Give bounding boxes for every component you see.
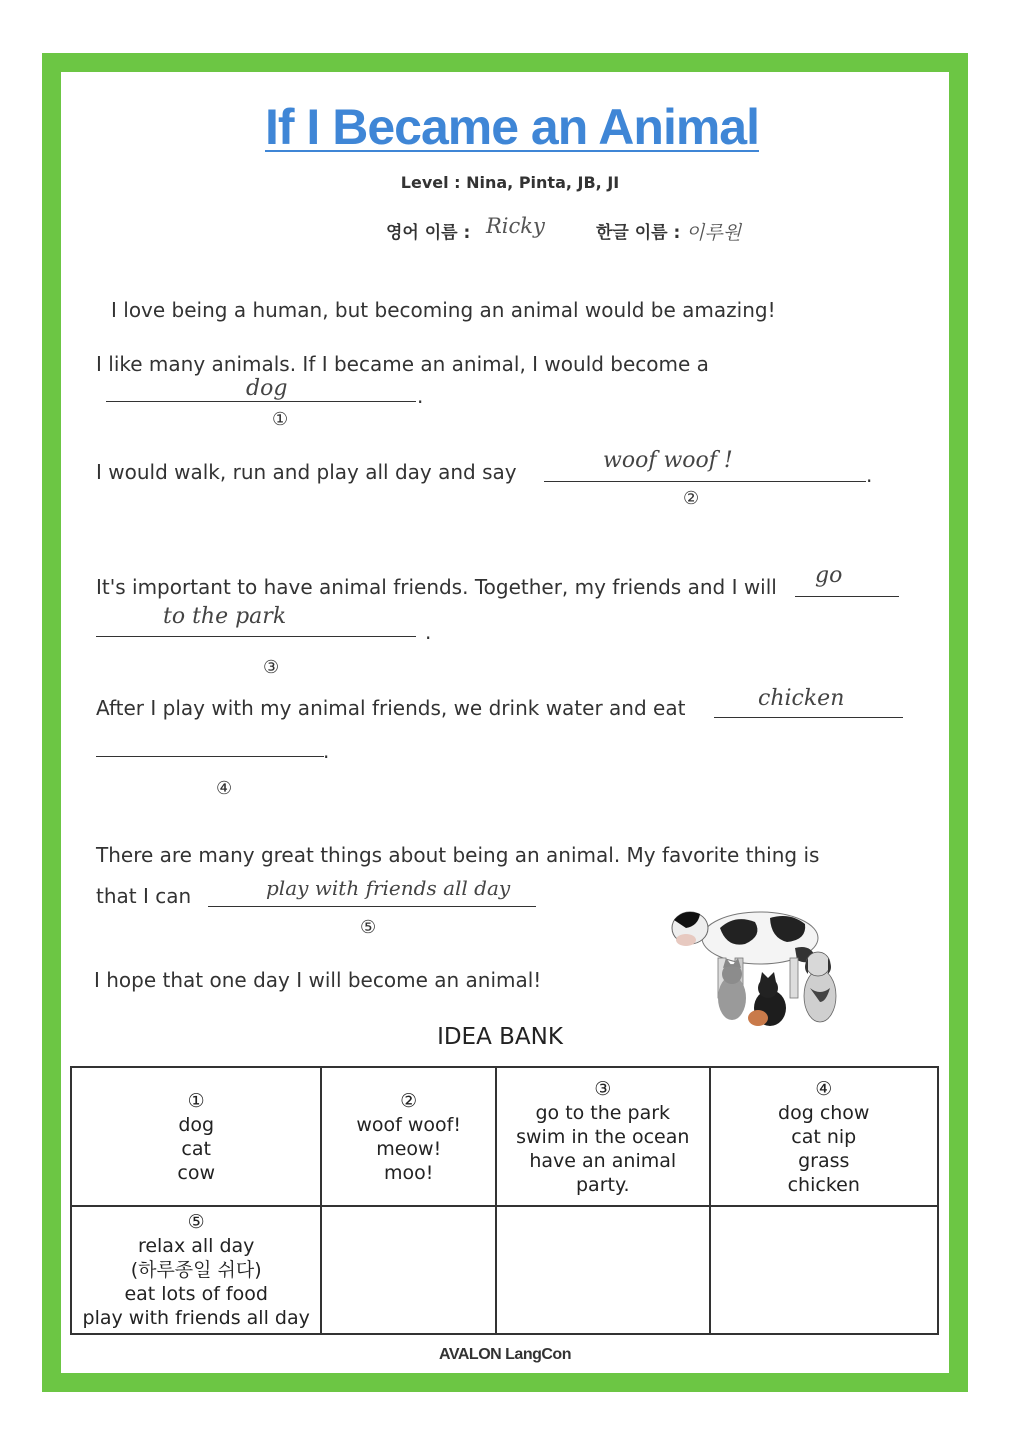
q1-text: I like many animals. If I became an animal, I would become a	[96, 352, 709, 376]
idea-option: chicken	[787, 1173, 860, 1196]
idea-cell-5	[71, 1206, 321, 1334]
idea-option: cat nip	[791, 1125, 857, 1148]
idea-option: go to the park	[535, 1101, 671, 1124]
q4-period: .	[323, 739, 330, 763]
idea-option: meow!	[376, 1137, 442, 1160]
idea-option: (하루종일 쉬다)	[130, 1259, 262, 1281]
idea-option: have an animal	[529, 1149, 677, 1172]
idea-cell-number: ②	[400, 1089, 418, 1112]
idea-option: play with friends all day	[82, 1307, 310, 1329]
level-line: Level : Nina, Pinta, JB, JI	[400, 173, 620, 192]
idea-cell-number: ①	[187, 1089, 205, 1112]
q2-period: .	[866, 463, 873, 487]
idea-cell-empty	[710, 1206, 938, 1334]
footer-logo: AVALON LangCon	[439, 1346, 571, 1363]
idea-option: eat lots of food	[124, 1283, 268, 1305]
idea-option: woof woof!	[356, 1113, 461, 1136]
q3-answer-1: go	[815, 563, 843, 588]
q3-blank-1[interactable]	[795, 596, 899, 597]
q5-text-line1: There are many great things about being an animal. My favorite thing is	[96, 843, 820, 867]
idea-cell-1	[71, 1067, 321, 1206]
q4-blank-1[interactable]	[714, 717, 903, 718]
q1-period: .	[417, 384, 424, 408]
q2-text: I would walk, run and play all day and say	[96, 460, 517, 484]
closing-sentence: I hope that one day I will become an animal!	[94, 968, 542, 992]
q3-answer-2: to the park	[163, 604, 287, 629]
q4-text: After I play with my animal friends, we drink water and eat	[96, 696, 686, 720]
english-name-value: Ricky	[486, 214, 545, 238]
idea-cell-number: ④	[815, 1077, 833, 1100]
idea-cell-empty	[496, 1206, 710, 1334]
q2-answer: woof woof !	[603, 448, 733, 473]
idea-option: cow	[177, 1161, 215, 1184]
q4-blank-2[interactable]	[96, 756, 324, 757]
intro-sentence: I love being a human, but becoming an animal would be amazing!	[111, 298, 776, 322]
idea-option: cat	[181, 1137, 211, 1160]
idea-cell-empty	[321, 1206, 496, 1334]
idea-cell-3	[496, 1067, 710, 1206]
q4-number: ④	[216, 778, 233, 799]
idea-cell-number: ⑤	[187, 1211, 205, 1233]
q5-number: ⑤	[360, 917, 377, 938]
q3-number: ③	[263, 657, 280, 678]
q3-period: .	[425, 620, 432, 644]
idea-cell-4	[710, 1067, 938, 1206]
idea-cell-2	[321, 1067, 496, 1206]
q5-text-line2: that I can	[96, 884, 192, 908]
idea-option: dog chow	[778, 1101, 870, 1124]
q4-answer: chicken	[758, 686, 845, 711]
page-title: If I Became an Animal	[265, 99, 759, 155]
idea-option: moo!	[384, 1161, 434, 1184]
idea-option: relax all day	[137, 1235, 255, 1257]
q2-number: ②	[683, 488, 700, 509]
korean-name-value: 이루원	[686, 222, 742, 244]
idea-bank-title: IDEA BANK	[437, 1024, 563, 1050]
idea-bank-table	[70, 1066, 939, 1335]
q1-blank[interactable]	[106, 401, 416, 402]
idea-option: party.	[575, 1173, 630, 1196]
q3-blank-2[interactable]	[96, 636, 416, 637]
animals-illustration-icon	[660, 898, 850, 1034]
idea-option: grass	[798, 1149, 850, 1172]
q5-answer: play with friends all day	[266, 876, 511, 900]
idea-option: dog	[178, 1113, 215, 1136]
q1-answer: dog	[246, 376, 288, 401]
q2-blank[interactable]	[544, 481, 866, 482]
korean-name-label: 한글 이름 :	[596, 223, 681, 243]
q5-blank[interactable]	[208, 906, 536, 907]
idea-cell-number: ③	[594, 1077, 612, 1100]
q3-text: It's important to have animal friends. Together, my friends and I will	[96, 575, 777, 599]
idea-option: swim in the ocean	[516, 1125, 690, 1148]
q1-number: ①	[272, 409, 289, 430]
english-name-label: 영어 이름 :	[386, 223, 471, 243]
